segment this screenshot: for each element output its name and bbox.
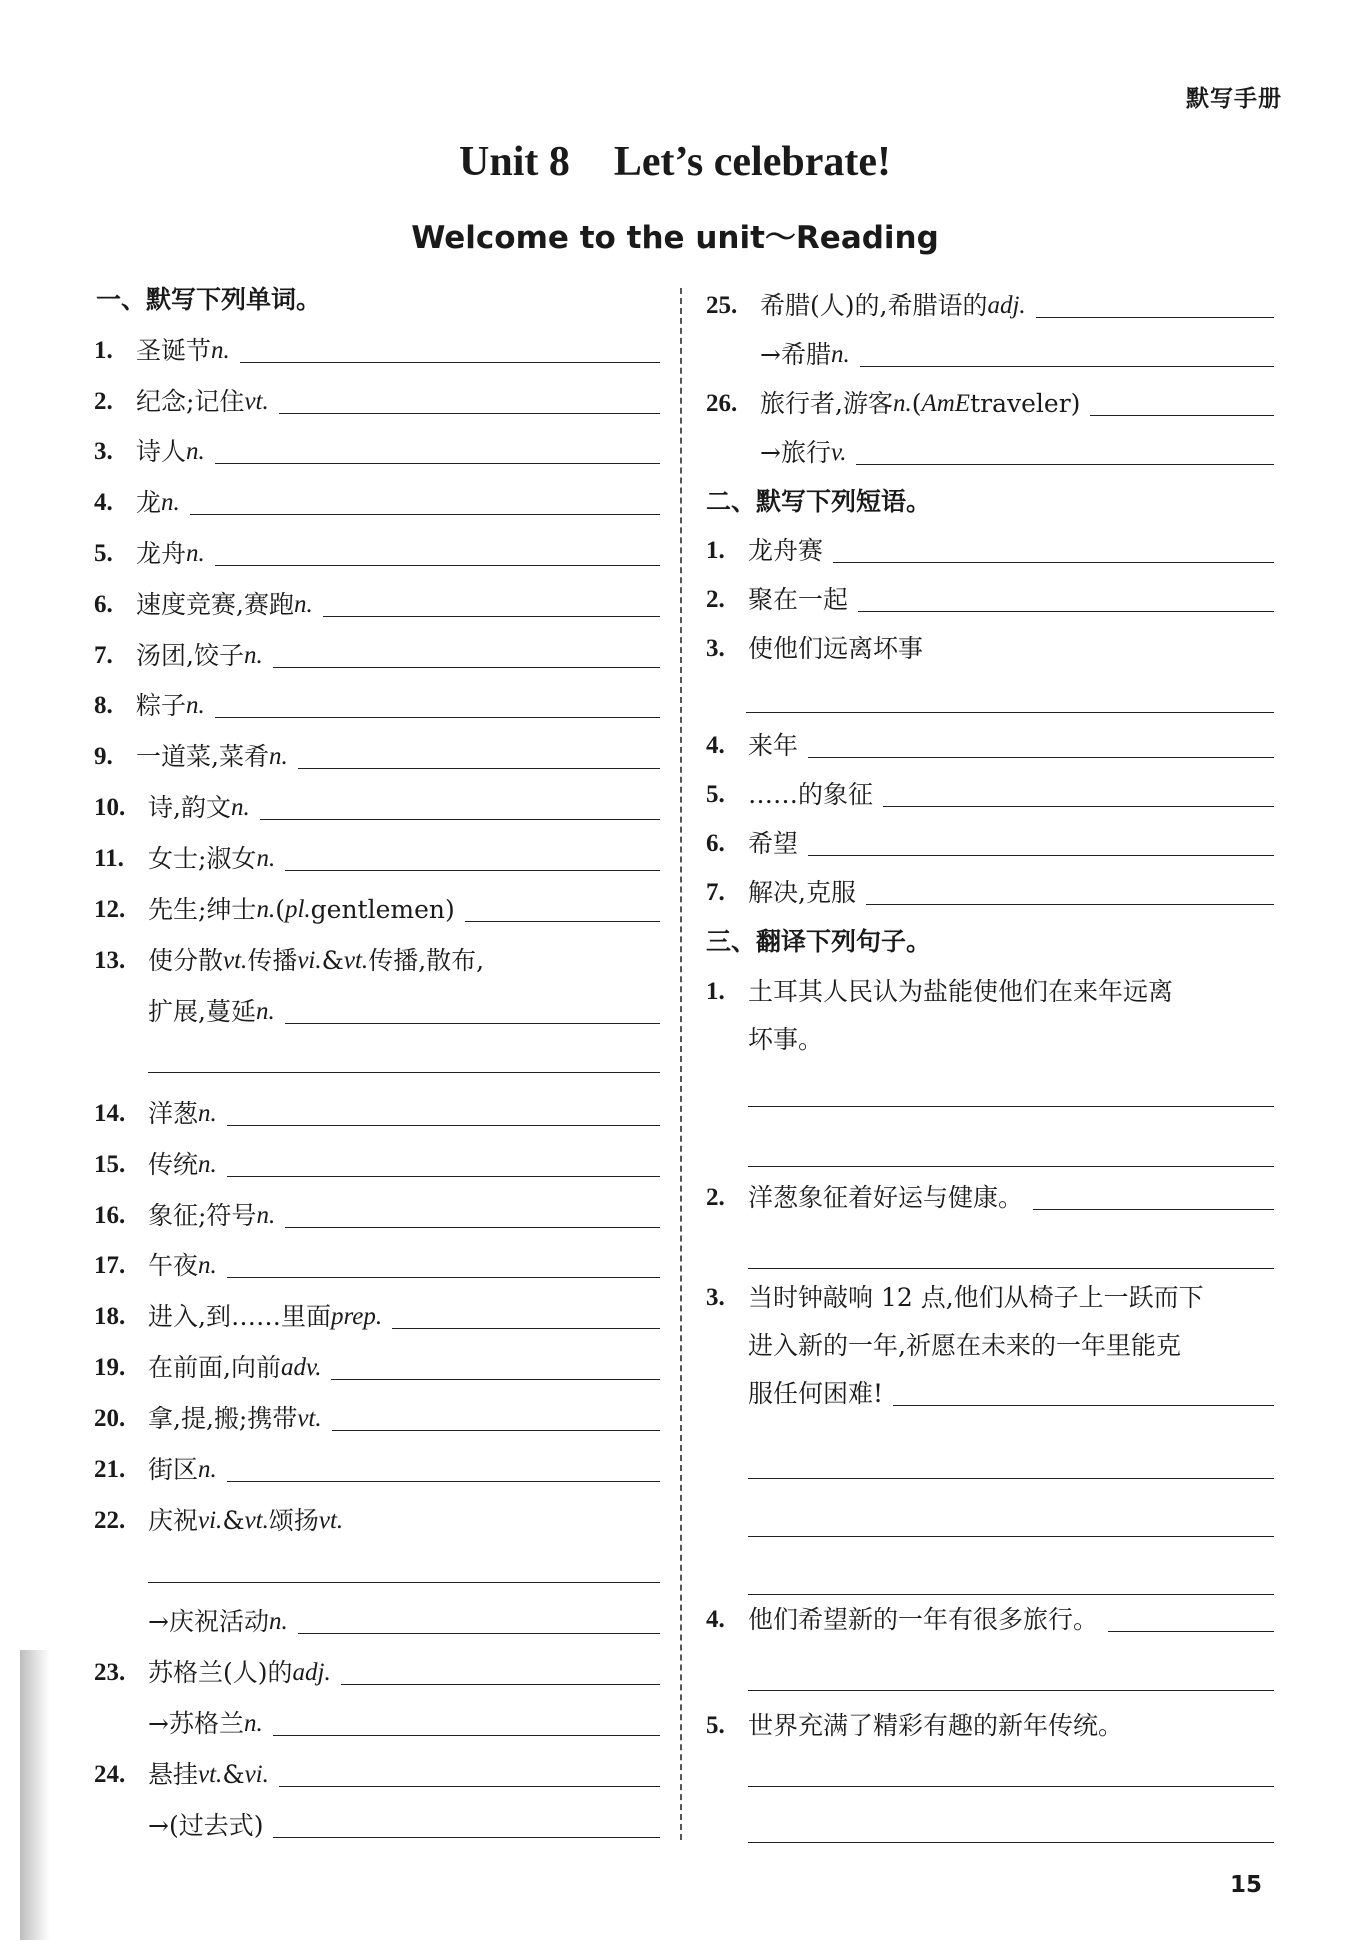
binding-shadow [20, 1650, 50, 1940]
word-item: 21. 街区 n. [94, 1450, 660, 1490]
answer-blank[interactable] [273, 1734, 660, 1736]
phrase-item: 2. 聚在一起 [706, 580, 1274, 620]
answer-blank[interactable] [260, 818, 660, 820]
word-item: 24. 悬挂 vt. & vi. [94, 1755, 660, 1795]
answer-blank[interactable] [866, 903, 1274, 905]
word-item: 1. 圣诞节 n. [94, 331, 660, 371]
phrase-item: 3. 使他们远离坏事 [706, 634, 924, 663]
word-item: 10. 诗,韵文 n. [94, 788, 660, 828]
answer-line[interactable] [748, 1166, 1274, 1167]
unit-title [0, 138, 1350, 186]
word-item-derived: →旅行 v. [760, 433, 1274, 473]
answer-line[interactable] [748, 1478, 1274, 1479]
answer-blank[interactable] [392, 1327, 660, 1329]
answer-blank[interactable] [833, 561, 1274, 563]
lesson-subtitle: Welcome to the unit～Reading [411, 220, 939, 256]
answer-blank[interactable] [883, 805, 1274, 807]
answer-line[interactable] [746, 712, 1274, 713]
word-item: 17. 午夜 n. [94, 1246, 660, 1286]
word-item-continued: 扩展,蔓延 n. [148, 992, 660, 1032]
answer-blank[interactable] [808, 854, 1274, 856]
word-item: 16. 象征;符号 n. [94, 1196, 660, 1236]
answer-blank[interactable] [893, 1404, 1274, 1406]
answer-blank[interactable] [273, 666, 660, 668]
word-item: 25. 希腊(人)的,希腊语的 adj. [706, 286, 1274, 326]
answer-line[interactable] [148, 1582, 660, 1583]
answer-blank[interactable] [279, 1785, 660, 1787]
answer-blank[interactable] [215, 564, 660, 566]
answer-blank[interactable] [227, 1480, 660, 1482]
answer-blank[interactable] [323, 615, 660, 617]
unit-name: Let’s celebrate! [613, 139, 891, 185]
answer-line[interactable] [748, 1268, 1274, 1269]
answer-blank[interactable] [1090, 414, 1274, 416]
word-item: 20. 拿,提,搬;携带 vt. [94, 1399, 660, 1439]
word-item-derived: →庆祝活动 n. [148, 1602, 660, 1642]
answer-blank[interactable] [279, 412, 660, 414]
phrase-item: 7. 解决,克服 [706, 873, 1274, 913]
word-item: 18. 进入,到……里面 prep. [94, 1297, 660, 1337]
answer-blank[interactable] [227, 1276, 660, 1278]
answer-blank[interactable] [332, 1429, 660, 1431]
answer-blank[interactable] [298, 767, 660, 769]
sentence-item: 2. 洋葱象征着好运与健康。 [706, 1178, 1274, 1218]
word-item-derived: →(过去式) [148, 1806, 660, 1846]
answer-blank[interactable] [215, 716, 660, 718]
sentence-item: 1. 土耳其人民认为盐能使他们在来年远离 坏事。 [706, 977, 1174, 1054]
answer-line[interactable] [748, 1786, 1274, 1787]
answer-blank[interactable] [860, 365, 1274, 367]
word-item-derived: →希腊 n. [760, 335, 1274, 375]
section2-title: 二、默写下列短语。 [706, 487, 932, 516]
phrase-item: 5. ……的象征 [706, 775, 1274, 815]
answer-blank[interactable] [465, 920, 660, 922]
section3-title: 三、翻译下列句子。 [706, 927, 932, 956]
word-item: 8. 粽子 n. [94, 686, 660, 726]
answer-blank[interactable] [227, 1175, 660, 1177]
column-divider [680, 288, 682, 1840]
answer-blank[interactable] [285, 1226, 660, 1228]
answer-blank[interactable] [215, 462, 660, 464]
page-number: 15 [1229, 1872, 1262, 1898]
phrase-item: 6. 希望 [706, 824, 1274, 864]
answer-blank[interactable] [285, 869, 660, 871]
answer-line[interactable] [748, 1842, 1274, 1843]
word-item: 11. 女士;淑女 n. [94, 839, 660, 879]
word-item: 5. 龙舟 n. [94, 534, 660, 574]
answer-blank[interactable] [1108, 1630, 1274, 1632]
header-label: 默写手册 [1186, 86, 1282, 112]
sentence-item: 3. 当时钟敲响 12 点,他们从椅子上一跃而下 进入新的一年,祈愿在未来的一年里能克 服任何困难! [748, 1274, 1274, 1418]
answer-line[interactable] [748, 1594, 1274, 1595]
answer-blank[interactable] [331, 1378, 660, 1380]
answer-line[interactable] [748, 1690, 1274, 1691]
answer-blank[interactable] [858, 610, 1274, 612]
word-item: 12. 先生;绅士 n. ( pl. gentlemen) [94, 890, 660, 930]
word-item: 2. 纪念;记住 vt. [94, 382, 660, 422]
answer-blank[interactable] [1036, 316, 1274, 318]
word-item: 23. 苏格兰(人)的 adj. [94, 1653, 660, 1693]
phrase-item: 4. 来年 [706, 726, 1274, 766]
word-item: 22. 庆祝 vi. & vt. 颂扬 vt. [94, 1506, 344, 1535]
answer-blank[interactable] [856, 463, 1274, 465]
answer-blank[interactable] [273, 1836, 660, 1838]
word-item: 15. 传统 n. [94, 1145, 660, 1185]
word-item: 3. 诗人 n. [94, 432, 660, 472]
sentence-item: 5. 世界充满了精彩有趣的新年传统。 [706, 1711, 1124, 1740]
word-item: 6. 速度竞赛,赛跑 n. [94, 585, 660, 625]
answer-blank[interactable] [1033, 1208, 1274, 1210]
answer-blank[interactable] [808, 756, 1274, 758]
phrase-item: 1. 龙舟赛 [706, 531, 1274, 571]
answer-line[interactable] [748, 1106, 1274, 1107]
word-item-derived: →苏格兰 n. [148, 1704, 660, 1744]
answer-line[interactable] [148, 1072, 660, 1073]
word-item: 7. 汤团,饺子 n. [94, 636, 660, 676]
section1-title: 一、默写下列单词。 [96, 285, 322, 314]
word-item: 9. 一道菜,菜肴 n. [94, 737, 660, 777]
word-item: 13. 使分散 vt. 传播 vi. & vt. 传播,散布, [94, 946, 485, 975]
word-item: 26. 旅行者,游客 n. ( AmE traveler) [706, 384, 1274, 424]
word-item: 14. 洋葱 n. [94, 1094, 660, 1134]
answer-blank[interactable] [190, 513, 660, 515]
answer-blank[interactable] [285, 1022, 660, 1024]
answer-blank[interactable] [298, 1632, 660, 1634]
answer-blank[interactable] [240, 361, 660, 363]
word-item: 4. 龙 n. [94, 483, 660, 523]
unit-number: Unit 8 [459, 139, 570, 185]
answer-blank[interactable] [227, 1124, 660, 1126]
answer-line[interactable] [748, 1536, 1274, 1537]
answer-blank[interactable] [341, 1683, 660, 1685]
word-item: 19. 在前面,向前 adv. [94, 1348, 660, 1388]
sentence-item: 4. 他们希望新的一年有很多旅行。 [706, 1600, 1274, 1640]
